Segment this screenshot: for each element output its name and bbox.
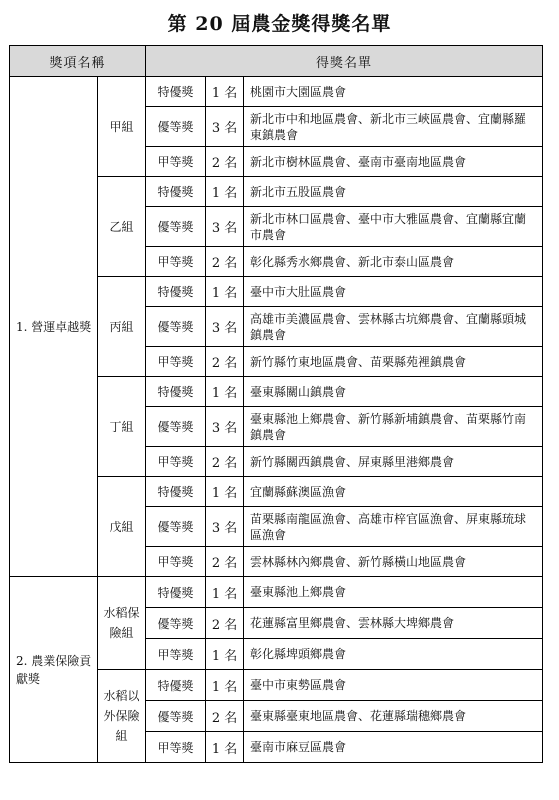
tier-cell: 優等獎 bbox=[146, 107, 206, 147]
tier-cell: 甲等獎 bbox=[146, 447, 206, 477]
count-cell: 1 名 bbox=[206, 670, 244, 701]
category-cell: 2. 農業保險貢獻獎 bbox=[10, 577, 98, 763]
winners-cell: 臺東縣池上鄉農會、新竹縣新埔鎮農會、苗栗縣竹南鎮農會 bbox=[244, 407, 543, 447]
count-cell: 1 名 bbox=[206, 732, 244, 763]
count-cell: 1 名 bbox=[206, 377, 244, 407]
winners-cell: 新竹縣竹東地區農會、苗栗縣苑裡鎮農會 bbox=[244, 347, 543, 377]
group-cell: 水稻以外保險組 bbox=[98, 670, 146, 763]
tier-cell: 特優獎 bbox=[146, 377, 206, 407]
count-cell: 3 名 bbox=[206, 207, 244, 247]
category-cell: 1. 營運卓越獎 bbox=[10, 77, 98, 577]
table-header-row bbox=[10, 46, 543, 77]
tier-cell: 特優獎 bbox=[146, 177, 206, 207]
count-cell: 3 名 bbox=[206, 407, 244, 447]
winners-cell: 新北市樹林區農會、臺南市臺南地區農會 bbox=[244, 147, 543, 177]
count-cell: 2 名 bbox=[206, 447, 244, 477]
winners-cell: 高雄市美濃區農會、雲林縣古坑鄉農會、宜蘭縣頭城鎮農會 bbox=[244, 307, 543, 347]
tier-cell: 優等獎 bbox=[146, 207, 206, 247]
count-cell: 2 名 bbox=[206, 347, 244, 377]
award-table-body bbox=[10, 77, 543, 763]
tier-cell: 特優獎 bbox=[146, 477, 206, 507]
winners-cell: 苗栗縣南龍區漁會、高雄市梓官區漁會、屏東縣琉球區漁會 bbox=[244, 507, 543, 547]
winners-cell: 花蓮縣富里鄉農會、雲林縣大埤鄉農會 bbox=[244, 608, 543, 639]
winners-cell: 新北市中和地區農會、新北市三峽區農會、宜蘭縣羅東鎮農會 bbox=[244, 107, 543, 147]
count-cell: 2 名 bbox=[206, 147, 244, 177]
count-cell: 1 名 bbox=[206, 477, 244, 507]
tier-cell: 甲等獎 bbox=[146, 639, 206, 670]
group-cell: 甲組 bbox=[98, 77, 146, 177]
group-cell: 丙組 bbox=[98, 277, 146, 377]
tier-cell: 甲等獎 bbox=[146, 347, 206, 377]
tier-cell: 優等獎 bbox=[146, 507, 206, 547]
count-cell: 2 名 bbox=[206, 547, 244, 577]
winners-cell: 彰化縣秀水鄉農會、新北市泰山區農會 bbox=[244, 247, 543, 277]
winners-cell: 臺中市大肚區農會 bbox=[244, 277, 543, 307]
table-row bbox=[10, 577, 543, 608]
winners-cell: 臺東縣臺東地區農會、花蓮縣瑞穗鄉農會 bbox=[244, 701, 543, 732]
count-cell: 1 名 bbox=[206, 639, 244, 670]
header-winners: 得獎名單 bbox=[146, 46, 543, 77]
count-cell: 3 名 bbox=[206, 307, 244, 347]
tier-cell: 甲等獎 bbox=[146, 147, 206, 177]
winners-cell: 新北市五股區農會 bbox=[244, 177, 543, 207]
table-row bbox=[10, 77, 543, 107]
tier-cell: 優等獎 bbox=[146, 307, 206, 347]
tier-cell: 優等獎 bbox=[146, 407, 206, 447]
count-cell: 1 名 bbox=[206, 577, 244, 608]
tier-cell: 特優獎 bbox=[146, 77, 206, 107]
document-title: 第 20 屆農金獎得獎名單 bbox=[167, 13, 392, 35]
count-cell: 2 名 bbox=[206, 247, 244, 277]
count-cell: 2 名 bbox=[206, 608, 244, 639]
group-cell: 乙組 bbox=[98, 177, 146, 277]
tier-cell: 特優獎 bbox=[146, 277, 206, 307]
tier-cell: 特優獎 bbox=[146, 577, 206, 608]
tier-cell: 優等獎 bbox=[146, 701, 206, 732]
count-cell: 1 名 bbox=[206, 177, 244, 207]
group-cell: 水稻保險組 bbox=[98, 577, 146, 670]
winners-cell: 臺南市麻豆區農會 bbox=[244, 732, 543, 763]
count-cell: 3 名 bbox=[206, 507, 244, 547]
winners-cell: 臺中市東勢區農會 bbox=[244, 670, 543, 701]
tier-cell: 特優獎 bbox=[146, 670, 206, 701]
winners-cell: 新北市林口區農會、臺中市大雅區農會、宜蘭縣宜蘭市農會 bbox=[244, 207, 543, 247]
award-winners-table bbox=[9, 45, 543, 763]
winners-cell: 臺東縣關山鎮農會 bbox=[244, 377, 543, 407]
tier-cell: 甲等獎 bbox=[146, 732, 206, 763]
winners-cell: 彰化縣埤頭鄉農會 bbox=[244, 639, 543, 670]
count-cell: 1 名 bbox=[206, 277, 244, 307]
winners-cell: 臺東縣池上鄉農會 bbox=[244, 577, 543, 608]
winners-cell: 桃園市大園區農會 bbox=[244, 77, 543, 107]
tier-cell: 甲等獎 bbox=[146, 247, 206, 277]
tier-cell: 甲等獎 bbox=[146, 547, 206, 577]
count-cell: 2 名 bbox=[206, 701, 244, 732]
group-cell: 丁組 bbox=[98, 377, 146, 477]
group-cell: 戊組 bbox=[98, 477, 146, 577]
tier-cell: 優等獎 bbox=[146, 608, 206, 639]
count-cell: 1 名 bbox=[206, 77, 244, 107]
winners-cell: 雲林縣林內鄉農會、新竹縣橫山地區農會 bbox=[244, 547, 543, 577]
winners-cell: 新竹縣關西鎮農會、屏東縣里港鄉農會 bbox=[244, 447, 543, 477]
winners-cell: 宜蘭縣蘇澳區漁會 bbox=[244, 477, 543, 507]
count-cell: 3 名 bbox=[206, 107, 244, 147]
header-award-category: 獎項名稱 bbox=[10, 46, 146, 77]
